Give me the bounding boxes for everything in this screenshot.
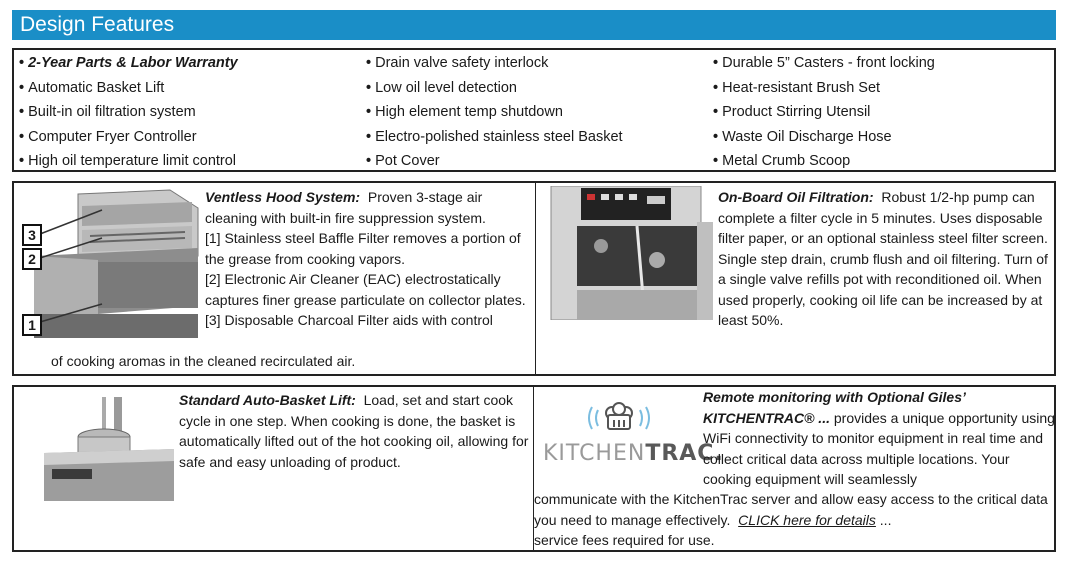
column-divider bbox=[535, 183, 536, 374]
basket-text bbox=[179, 390, 534, 472]
remote-text-top bbox=[703, 387, 1055, 490]
feature-item: • Metal Crumb Scoop bbox=[713, 149, 935, 174]
remote-body-b: communicate with the KitchenTrac server and allow easy access to the critical data you need to manage effectively. bbox=[534, 491, 1048, 528]
features-col-3 bbox=[713, 51, 935, 174]
ventless-text bbox=[205, 187, 531, 331]
feature-item: • High element temp shutdown bbox=[366, 100, 623, 125]
ventless-item-3: [3] Disposable Charcoal Filter aids with control bbox=[205, 312, 493, 328]
ventless-title: Ventless Hood System: bbox=[205, 189, 361, 205]
feature-item: • High oil temperature limit control bbox=[19, 149, 238, 174]
ventless-item-2: [2] Electronic Air Cleaner (EAC) electrostatically captures finer grease particulate on collector plates. bbox=[205, 271, 526, 308]
kitchentrac-logo bbox=[540, 401, 724, 473]
feature-item: • Durable 5” Casters - front locking bbox=[713, 51, 935, 76]
features-box bbox=[12, 48, 1056, 172]
remote-ellipsis: ... bbox=[879, 511, 892, 528]
basket-lift-photo bbox=[44, 395, 174, 501]
features-col-1 bbox=[19, 51, 238, 174]
filtration-title: On-Board Oil Filtration: bbox=[718, 189, 874, 205]
ventless-item-3-continued: of cooking aromas in the cleaned recirculated air. bbox=[51, 353, 356, 369]
filtration-text bbox=[718, 187, 1048, 331]
details-link[interactable]: CLICK here for details bbox=[738, 511, 876, 528]
feature-item: • Product Stirring Utensil bbox=[713, 100, 935, 125]
filtration-photo bbox=[547, 186, 713, 320]
remote-text-bottom bbox=[534, 489, 1054, 551]
callout-3: 3 bbox=[22, 224, 42, 246]
remote-body-a: provides a unique opportunity using WiFi connectivity to monitor equipment in real time and collect critical data across multiple locations. Your cooking equipment will seamlessly bbox=[703, 409, 1055, 487]
feature-item: • Computer Fryer Controller bbox=[19, 125, 238, 150]
feature-item: • Low oil level detection bbox=[366, 76, 623, 101]
callout-2: 2 bbox=[22, 248, 42, 270]
logo-kitchen: KITCHEN bbox=[543, 441, 646, 466]
section-header bbox=[12, 10, 1056, 40]
remote-fees: service fees required for use. bbox=[534, 532, 715, 548]
feature-item: • 2-Year Parts & Labor Warranty bbox=[19, 51, 238, 76]
feature-item: • Heat-resistant Brush Set bbox=[713, 76, 935, 101]
feature-item: • Electro-polished stainless steel Basket bbox=[366, 125, 623, 150]
logo-trac: TRAC. bbox=[645, 441, 724, 466]
hood-photo bbox=[20, 186, 202, 338]
callout-1: 1 bbox=[22, 314, 42, 336]
kitchentrac-wordmark bbox=[543, 441, 724, 466]
remote-title-line2: KITCHENTRAC® ... bbox=[703, 409, 830, 426]
basket-title: Standard Auto-Basket Lift: bbox=[179, 392, 356, 408]
ventless-intro: Proven 3-stage air cleaning with built-in fire suppression system. bbox=[205, 189, 486, 226]
basket-body: Load, set and start cook cycle in one step. When cooking is done, the basket is automatically lifted out of the hot cooking oil, allowing for safe and easy unloading of product. bbox=[179, 392, 529, 470]
feature-item: • Pot Cover bbox=[366, 149, 623, 174]
remote-title-line1: Remote monitoring with Optional Giles’ bbox=[703, 389, 966, 405]
feature-item: • Waste Oil Discharge Hose bbox=[713, 125, 935, 150]
ventless-item-1: [1] Stainless steel Baffle Filter removes a portion of the grease from cooking vapors. bbox=[205, 230, 521, 267]
feature-item: • Built-in oil filtration system bbox=[19, 100, 238, 125]
feature-item: • Automatic Basket Lift bbox=[19, 76, 238, 101]
filtration-body: Robust 1/2-hp pump can complete a filter cycle in 5 minutes. Uses disposable filter paper, or an optional stainless steel filter screen. Single step drain, crumb flush and oil filtering. Turn of a single valve refills pot with reconditioned oil. When used properly, cooking oil life can be increased by at least 50%. bbox=[718, 189, 1048, 328]
section-title: Design Features bbox=[20, 13, 175, 36]
hood-filtration-box bbox=[12, 181, 1056, 376]
basket-remote-box bbox=[12, 385, 1056, 552]
chef-hat-wifi-icon bbox=[540, 401, 700, 435]
feature-item: • Drain valve safety interlock bbox=[366, 51, 623, 76]
features-col-2 bbox=[366, 51, 623, 174]
